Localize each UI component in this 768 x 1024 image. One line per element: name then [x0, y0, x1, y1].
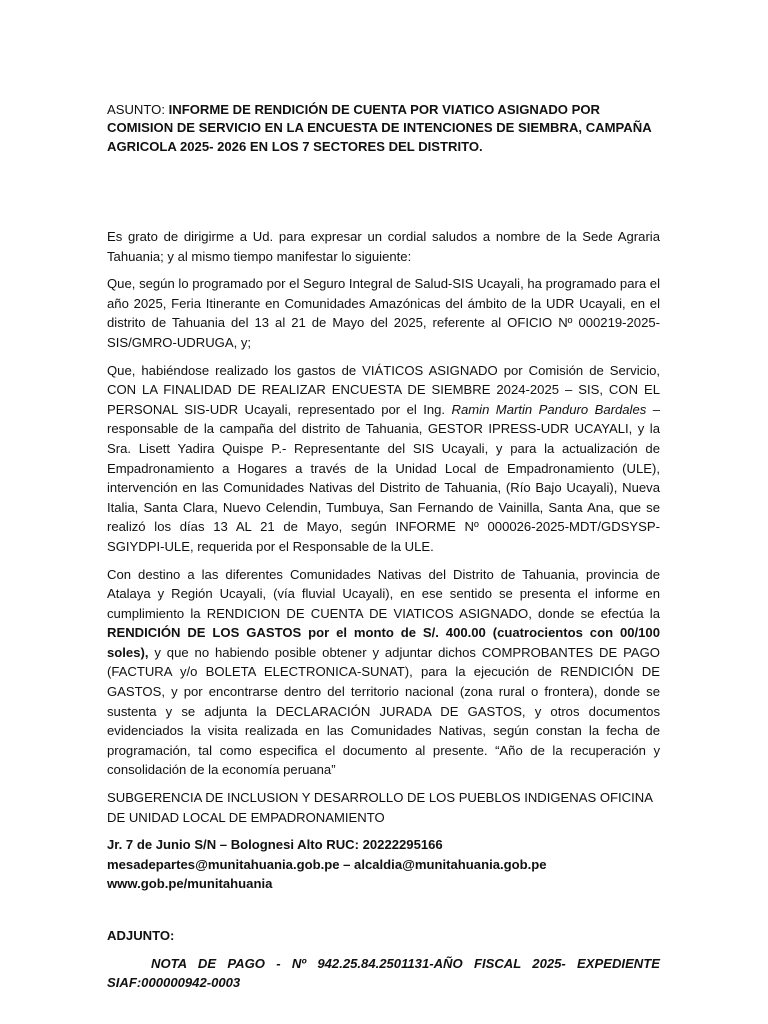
paragraph-viaticos — [107, 361, 660, 557]
subject-label: ASUNTO: — [107, 102, 169, 117]
paragraph-programacion: Que, según lo programado por el Seguro Integral de Salud-SIS Ucayali, ha programado para el año 2025, Feria Itinerante en Comunidades Amazónicas del ámbito de la UDR Ucayali, en el distrito de Tahuania del 13 al 21 de Mayo del 2025, referente al OFICIO Nº 000219-2025-SIS/GMRO-UDRUGA, y; — [107, 276, 660, 350]
paragraph-rendicion — [107, 565, 660, 781]
office-name: SUBGERENCIA DE INCLUSION Y DESARROLLO DE LOS PUEBLOS INDIGENAS OFICINA DE UNIDAD LOCAL DE EMPADRONAMIENTO — [107, 790, 653, 825]
paragraph-rendicion-end: y que no habiendo posible obtener y adjuntar dichos COMPROBANTES DE PAGO (FACTURA y/o BOLETA ELECTRONICA-SUNAT), para la ejecución de RENDICIÓN DE GASTOS, y por encontrarse dentro del territorio nacional (zona rural o frontera), donde se sustenta y se adjunta la DECLARACIÓN JURADA DE GASTOS, y otros documentos evidenciados la visita realizada en las Comunidades Nativas, según constan la fecha de programación, tal como especifica el documento al presente. “Año de la recuperación y consolidación de la economía peruana” — [107, 644, 660, 778]
subject-text: INFORME DE RENDICIÓN DE CUENTA POR VIATICO ASIGNADO POR COMISION DE SERVICIO EN LA ENCUESTA DE INTENCIONES DE SIEMBRA, CAMPAÑA AGRICOLA 2025- 2026 EN LOS 7 SECTORES DEL DISTRITO. — [107, 102, 652, 154]
nota-de-pago: NOTA DE PAGO - Nº 942.25.84.2501131-AÑO FISCAL 2025- EXPEDIENTE SIAF:000000942-0003 — [107, 955, 660, 991]
adjunto-label: ADJUNTO: — [107, 928, 175, 943]
spacer — [107, 902, 660, 926]
amount-statement: RENDICIÓN DE LOS GASTOS por el monto de S/. 400.00 (cuatrocientos con 00/100 soles), — [107, 625, 660, 660]
paragraph-rendicion-start: Con destino a las diferentes Comunidades Nativas del Distrito de Tahuania, provincia de Atalaya y Región Ucayali, (vía fluvial Ucayali), en ese sentido se presenta el informe en cumplimiento la RENDICION DE CUENTA DE VIATICOS ASIGNADO, donde se efectúa la — [107, 566, 660, 621]
responsible-name: Ramin Martin Panduro Bardales — [451, 401, 647, 417]
paragraph-viaticos-start: Que, habiéndose realizado los gastos de VIÁTICOS ASIGNADO por Comisión de Servicio, CON LA FINALIDAD DE REALIZAR ENCUESTA DE SIEMBRE 2024-2025 – SIS, CON EL PERSONAL SIS-UDR Ucayali, representado por el Ing. — [107, 362, 660, 417]
letter-body — [107, 227, 660, 1001]
subject-line — [107, 101, 655, 156]
greeting-paragraph: Es grato de dirigirme a Ud. para expresar un cordial saludos a nombre de la Sede Agraria Tahuania; y al mismo tiempo manifestar lo siguiente: — [107, 229, 660, 264]
contact-info: Jr. 7 de Junio S/N – Bolognesi Alto RUC: 20222295166 mesadepartes@munitahuania.gob.pe – alcaldia@munitahuania.gob.pe www.gob.pe/munitahuania — [107, 837, 547, 892]
paragraph-viaticos-end: – responsable de la campaña del distrito de Tahuania, GESTOR IPRESS-UDR UCAYALI, y la Sra. Lisett Yadira Quispe P.- Representante del SIS Ucayali, y para la actualización de Empadronamiento a Hogares a través de la Unidad Local de Empadronamiento (ULE), intervención en las Comunidades Nativas del Distrito de Tahuania, (Río Bajo Ucayali), Nueva Italia, Santa Clara, Nuevo Celendin, Tumbuya, San Fernando de Vainilla, Santa Ana, que se realizó los días 13 AL 21 de Mayo, según INFORME Nº 000026-2025-MDT/GDSYSP-SGIYDPI-ULE, requerida por el Responsable de la ULE. — [107, 401, 661, 554]
